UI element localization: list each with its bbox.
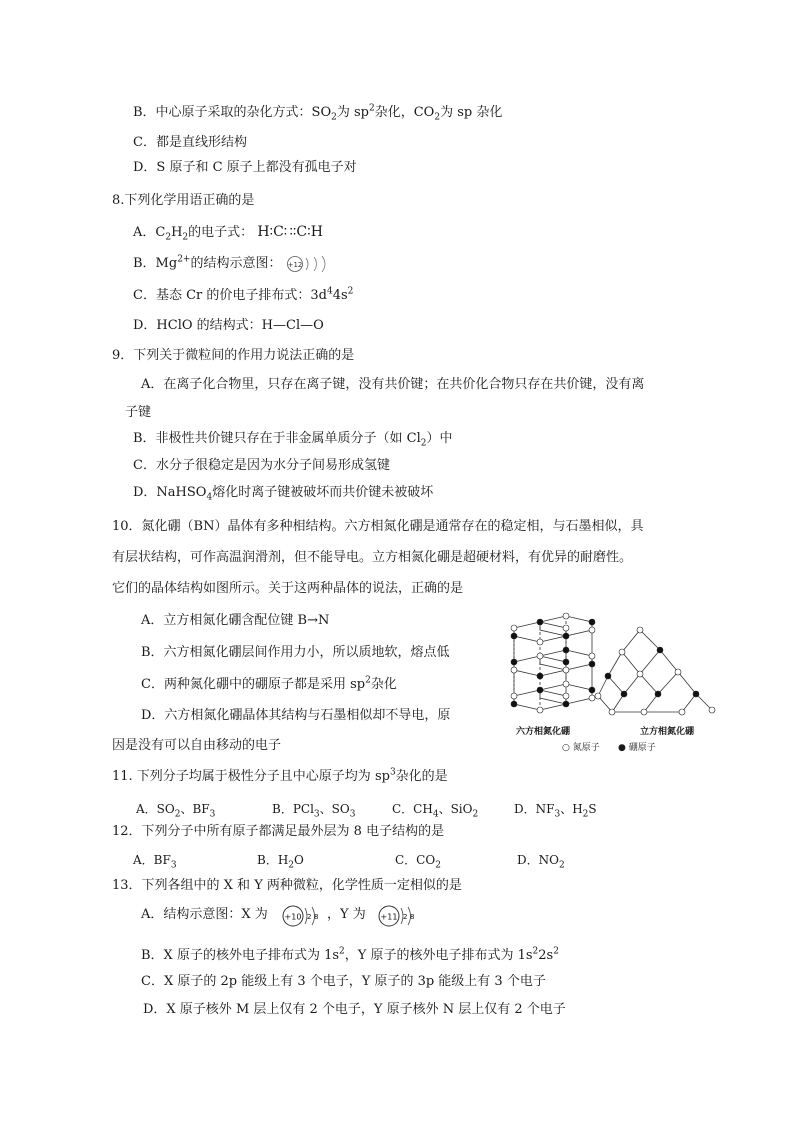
mg-ion-structure-diagram [286,254,332,274]
q10-option-b: B．六方相氮化硼层间作用力小，所以质地软，熔点低 [141,645,450,660]
hexagonal-bn-structure [514,616,592,710]
q11-option-d: D．$NF_3$、$H_2S$ [514,802,597,820]
q9-option-a-cont: 子键 [125,405,152,420]
q12-options [133,851,693,869]
q7-option-d: D．S 原子和 C 原子上都没有孤电子对 [133,160,357,175]
q7-option-b: B．中心原子采取的杂化方式：$SO_2$为 $sp^2$杂化，$CO_2$为 sp 杂化 [133,103,503,123]
svg-text:2: 2 [307,913,312,921]
q11-stem: 11. 下列分子均属于极性分子且中心原子均为 $sp^3$杂化的是 [112,767,448,784]
q9-option-d: D．NaHSO$_4$熔化时离子键被破坏而共价键未被破坏 [133,485,434,503]
svg-text:8: 8 [314,913,319,921]
svg-text:+11: +11 [380,912,398,922]
cubic-bn-caption: 立方相氮化硼 [640,727,695,737]
svg-text:8: 8 [410,913,415,921]
q8-option-a: A．$C_2H_2$的电子式： H∶C∷∶C∶H [133,224,323,243]
q12-option-b: B．$H_2O$ [257,853,304,871]
q7-option-c: C．都是直线形结构 [133,135,247,150]
x-structure-diagram [280,903,320,929]
q12-option-a: A．$BF_3$ [133,853,177,871]
q8-option-b: B．$Mg^{2+}$的结构示意图： [133,254,282,271]
q13-option-a-mid: ，Y 为 [327,907,366,922]
q9-option-b: B．非极性共价键只存在于非金属单质分子（如 $Cl_2$）中 [133,431,453,449]
q13-stem: 13．下列各组中的 X 和 Y 两种微粒，化学性质一定相似的是 [112,878,462,893]
q10-option-d: D．六方相氮化硼晶体其结构与石墨相似却不导电，原 [141,708,451,723]
cubic-bn-structure [598,630,712,712]
y-structure-diagram [376,903,418,929]
q10-option-c: C．两种氮化硼中的硼原子都是采用 $sp^2$杂化 [141,675,397,692]
open-circle-icon: ○ [562,743,570,753]
q13-option-d: D．X 原子核外 M 层上仅有 2 个电子，Y 原子核外 N 层上仅有 2 个电子 [143,1002,566,1017]
q10-option-a: A．立方相氮化硼含配位键 B→N [141,613,330,628]
q13-option-b: B．X 原子的核外电子排布式为 $1s^2$，Y 原子的核外电子排布式为 $1s^22s^2$ [141,946,559,963]
q8-stem: 8.下列化学用语正确的是 [112,193,255,208]
legend-boron: ● 硼原子 [618,743,656,753]
q10-option-d-cont: 因是没有可以自由移动的电子 [112,738,282,753]
q12-option-c: C．$CO_2$ [395,853,441,871]
q10-stem-line2: 有层状结构，可作高温润滑剂，但不能导电。立方相氮化硼是超硬材料，有优异的耐磨性。 [112,550,633,565]
svg-text:+10: +10 [284,912,302,922]
svg-text:2: 2 [403,913,408,921]
q10-stem-line1: 10．氮化硼（BN）晶体有多种相结构。六方相氮化硼是通常存在的稳定相，与石墨相似，具 [112,519,644,534]
legend-nitrogen: ○ 氮原子 [562,743,600,753]
q11-options [136,800,696,818]
svg-text:+12: +12 [287,261,303,269]
q12-option-d: D．$NO_2$ [517,853,565,871]
q9-option-a: A．在离子化合物里，只存在离子键，没有共价键；在共价化合物只存在共价键，没有离 [141,377,645,392]
q11-option-b: B．PCl$_3$、$SO_3$ [272,802,356,820]
q11-option-c: C．$CH_4$、SiO$_2$ [392,802,479,820]
q13-option-c: C．X 原子的 2p 能级上有 3 个电子，Y 原子的 3p 能级上有 3 个电子 [141,974,546,989]
electron-formula: H∶C∷∶C∶H [257,224,323,240]
q10-stem-line3: 它们的晶体结构如图所示。关于这两种晶体的说法，正确的是 [112,581,464,596]
q8-option-d: D．HClO 的结构式：H—Cl—O [133,318,324,333]
q9-stem: 9．下列关于微粒间的作用力说法正确的是 [112,348,355,363]
filled-circle-icon: ● [618,743,626,753]
q13-option-a: A．结构示意图：X 为 [141,907,268,922]
q11-option-a: A．$SO_2$、$BF_3$ [136,802,216,820]
hexagonal-bn-caption: 六方相氮化硼 [516,727,571,737]
q8-option-c: C．基态 Cr 的价电子排布式：$3d^44s^2$ [133,286,354,303]
q9-option-c: C．水分子很稳定是因为水分子间易形成氢键 [133,458,390,473]
q12-stem: 12．下列分子中所有原子都满足最外层为 8 电子结构的是 [112,824,445,839]
